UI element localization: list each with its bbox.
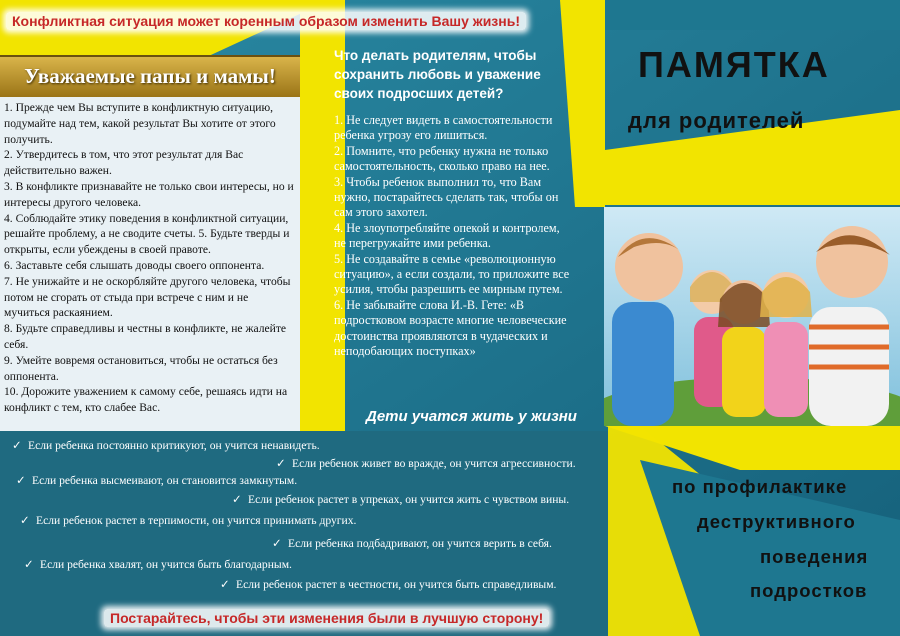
list-item: 7. Не унижайте и не оскорбляйте другого человека, чтобы потом не сгорать от стыда при встрече с ним и не мучиться раскаянием.	[4, 274, 291, 320]
memo-topic-line: деструктивного	[697, 511, 856, 532]
checklist-item: ✓ Если ребенок живет во вражде, он учится агрессивности.	[276, 456, 576, 470]
memo-topic-line: подростков	[750, 580, 868, 601]
list-item: 4. Соблюдайте этику поведения в конфликтной ситуации, решайте проблему, а не сводите счеты. 5. Будьте тверды и открыты, если убеждены в своей правоте.	[4, 211, 290, 257]
memo-topic-line: по профилактике	[672, 476, 848, 497]
check-icon: ✓	[12, 438, 22, 452]
left-heading: Уважаемые папы и мамы!	[0, 55, 300, 99]
check-icon: ✓	[220, 577, 230, 591]
check-icon: ✓	[16, 473, 26, 487]
checklist-item: ✓ Если ребенка подбадривают, он учится верить в себя.	[272, 536, 552, 550]
list-item: 6. Не забывайте слова И.-В. Гете: «В подростковом возрасте многие человеческие достоинства проявляются в чудаческих и неподобающих поступках»	[334, 297, 567, 359]
list-item: 10. Дорожите уважением к самому себе, решаясь идти на конфликт с тем, кто слабее Вас.	[4, 385, 288, 415]
middle-question: Что делать родителям, чтобы сохранить любовь и уважение своих подросших детей?	[334, 48, 541, 101]
list-item: 2. Помните, что ребенку нужна не только самостоятельность, сколько право на нее.	[334, 143, 550, 174]
list-item: 3. В конфликте признавайте не только свои интересы, но и интересы другого человека.	[4, 179, 294, 209]
children-learn-title: Дети учатся жить у жизни	[366, 408, 577, 425]
check-icon: ✓	[276, 456, 286, 470]
check-icon: ✓	[24, 557, 34, 571]
memo-topic-line: поведения	[760, 546, 869, 567]
list-item: 3. Чтобы ребенок выполнил то, что Вам нужно, постарайтесь сделать так, чтобы он сам этого захотел.	[334, 174, 559, 220]
list-item: 9. Умейте вовремя остановиться, чтобы не остаться без оппонента.	[4, 353, 278, 383]
left-advice-list	[0, 97, 300, 431]
top-banner: Конфликтная ситуация может коренным образом изменить Вашу жизнь!	[6, 12, 526, 30]
checklist-item: ✓ Если ребенок растет в терпимости, он учится принимать других.	[20, 513, 357, 527]
checklist-item: ✓ Если ребенка постоянно критикуют, он учится ненавидеть.	[12, 438, 320, 452]
checklist-item: ✓ Если ребенок растет в честности, он учится быть справедливым.	[220, 577, 557, 591]
check-icon: ✓	[272, 536, 282, 550]
bottom-banner: Постарайтесь, чтобы эти изменения были в лучшую сторону!	[104, 609, 549, 627]
memo-subtitle: для родителей	[628, 108, 805, 133]
children-photo	[604, 207, 900, 426]
list-item: 8. Будьте справедливы и честны в конфликте, не жалейте себя.	[4, 322, 287, 351]
checklist-item: ✓ Если ребенок растет в упреках, он учится жить с чувством вины.	[232, 492, 570, 506]
checklist-item: ✓ Если ребенка высмеивают, он становится замкнутым.	[16, 473, 298, 487]
list-item: 4. Не злоупотребляйте опекой и контролем, не перегружайте ими ребенка.	[334, 220, 560, 251]
middle-advice-list	[334, 113, 574, 360]
list-item: 1. Не следует видеть в самостоятельности ребенка угрозу его лишиться.	[334, 113, 553, 143]
list-item: 5. Не создавайте в семье «революционную ситуацию», а если создали, то приложите все усилия, чтобы разрешить ее мирным путем.	[334, 251, 570, 297]
memo-title: ПАМЯТКА	[638, 44, 830, 85]
list-item: 1. Прежде чем Вы вступите в конфликтную ситуацию, подумайте над тем, какой результат Вы хотите от этого получить.	[4, 101, 276, 146]
list-item: 6. Заставьте себя слышать доводы своего оппонента.	[4, 258, 265, 272]
check-icon: ✓	[20, 513, 30, 527]
check-icon: ✓	[232, 492, 242, 506]
checklist-item: ✓ Если ребенка хвалят, он учится быть благодарным.	[24, 557, 292, 571]
list-item: 2. Утвердитесь в том, что этот результат для Вас действительно важен.	[4, 148, 244, 178]
